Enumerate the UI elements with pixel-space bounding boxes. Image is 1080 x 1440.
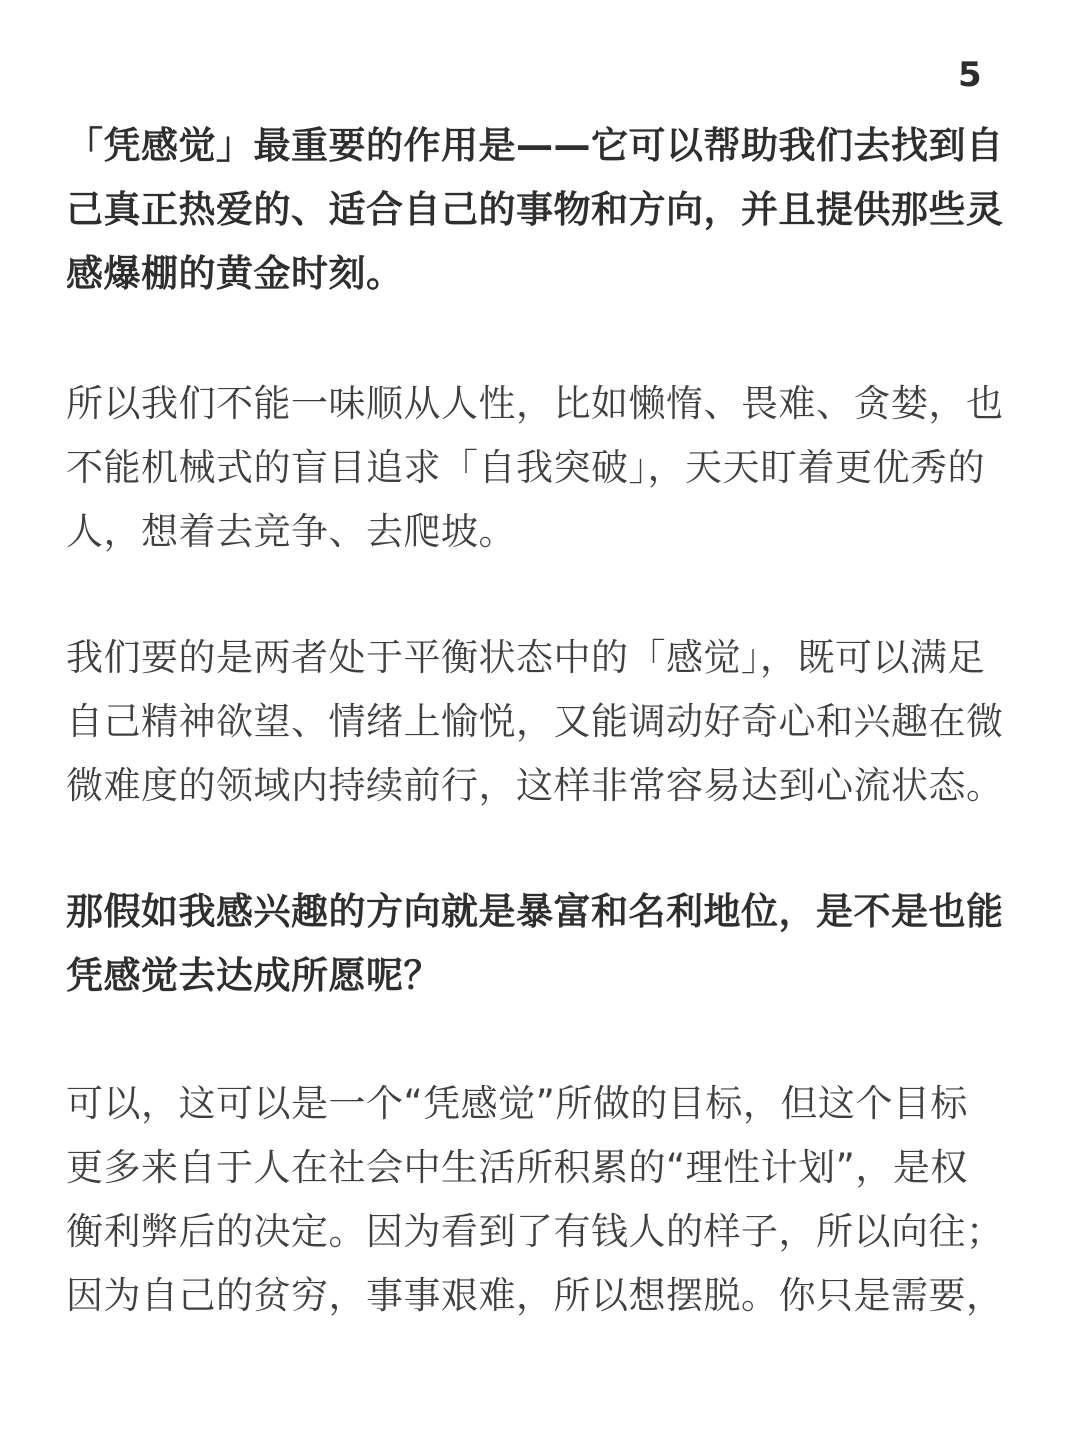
page-number: 5 [958,55,982,95]
text-line: 不能机械式的盲目追求「自我突破」，天天盯着更优秀的 [66,446,985,489]
text-line: 可以，这可以是一个“凭感觉”所做的目标，但这个目标 [66,1082,968,1125]
paragraph-answer [66,1072,1026,1328]
text-line: 所以我们不能一味顺从人性，比如懒惰、畏难、贪婪，也 [66,382,1004,425]
text-line: 感爆棚的黄金时刻。 [66,252,404,295]
text-line: 「凭感觉」最重要的作用是——它可以帮助我们去找到自 [66,124,1004,167]
text-line: 己真正热爱的、适合自己的事物和方向，并且提供那些灵 [66,188,1004,231]
paragraph-bold-question [66,880,1026,1008]
paragraph-balance-2 [66,626,1026,818]
text-line: 微难度的领域内持续前行，这样非常容易达到心流状态。 [66,764,1004,807]
paragraph-balance-1 [66,372,1026,564]
text-line: 自己精神欲望、情绪上愉悦，又能调动好奇心和兴趣在微 [66,700,1004,743]
paragraph-bold-intro [66,114,1026,306]
text-line: 人，想着去竞争、去爬坡。 [66,510,516,553]
text-line: 更多来自于人在社会中生活所积累的“理性计划”，是权 [66,1146,968,1189]
text-line: 那假如我感兴趣的方向就是暴富和名利地位，是不是也能 [66,890,1004,933]
text-line: 衡利弊后的决定。因为看到了有钱人的样子，所以向往； [66,1210,1004,1253]
text-line: 因为自己的贫穷，事事艰难，所以想摆脱。你只是需要， [66,1274,1004,1317]
text-line: 凭感觉去达成所愿呢？ [66,954,441,997]
text-line: 我们要的是两者处于平衡状态中的「感觉」，既可以满足 [66,636,985,679]
